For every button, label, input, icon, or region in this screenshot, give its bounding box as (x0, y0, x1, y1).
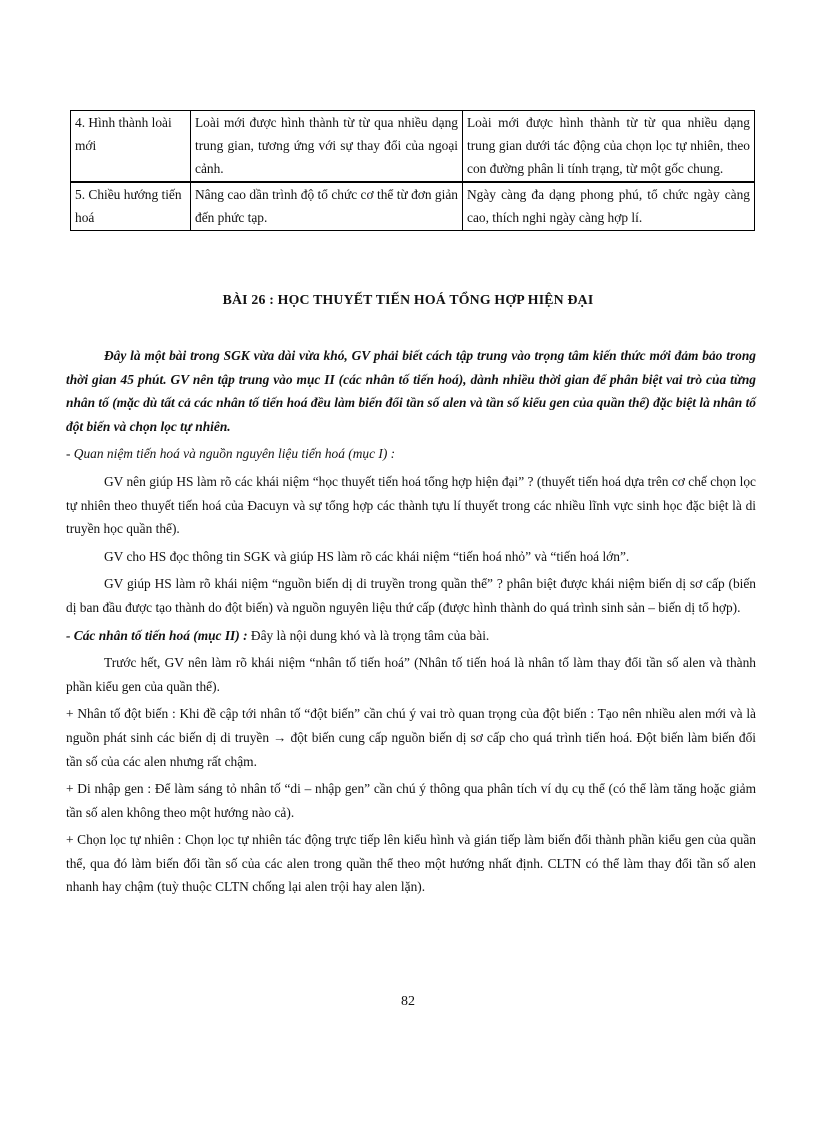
table-row (71, 182, 755, 231)
table-row (71, 111, 755, 183)
paragraph: GV giúp HS làm rõ khái niệm “nguồn biến dị di truyền trong quần thể” ? phân biệt được khái niệm biến dị sơ cấp (biến dị ban đầu được tạo thành do đột biến) và nguồn nguyên liệu thứ cấp (được hình thành do quá trình sinh sản – biến dị tổ hợp). (66, 576, 756, 615)
paragraph: + Di nhập gen : Để làm sáng tỏ nhân tố “di – nhập gen” cần chú ý thông qua phân tích ví dụ cụ thể (có thể làm tăng hoặc giảm tần số alen không theo một hướng nào cả). (66, 781, 756, 820)
paragraph: + Nhân tố đột biến : Khi đề cập tới nhân tố “đột biến” cần chú ý vai trò quan trọng của đột biến : Tạo nên nhiều alen mới và là nguồn phát sinh các biến dị di truyền → đột biến cung cấp nguồn biến dị sơ cấp cho quá trình tiến hoá. Đột biến làm biến đổi tần số của các alen nhưng rất chậm. (66, 706, 756, 769)
table-cell-darwin: Ngày càng đa dạng phong phú, tổ chức ngày càng cao, thích nghi ngày càng hợp lí. (463, 182, 755, 231)
paragraph: + Chọn lọc tự nhiên : Chọn lọc tự nhiên tác động trực tiếp lên kiểu hình và gián tiếp làm biến đổi thành phần kiểu gen của quần thể, qua đó làm biến đổi tần số của các alen trong quần thể theo một hướng nhất định. CLTN có thể làm thay đổi tần số alen nhanh hay chậm (tuỳ thuộc CLTN chống lại alen trội hay alen lặn). (66, 832, 756, 895)
paragraph: GV nên giúp HS làm rõ các khái niệm “học thuyết tiến hoá tổng hợp hiện đại” ? (thuyết tiến hoá dựa trên cơ chế chọn lọc tự nhiên theo thuyết tiến hoá của Đacuyn và sự tổng hợp các thành tựu lí thuyết trong các nhiều lĩnh vực sinh học đặc biệt là di truyền học quần thể). (66, 473, 756, 537)
table-cell-darwin: Loài mới được hình thành từ từ qua nhiều dạng trung gian dưới tác động của chọn lọc tự nhiên, theo con đường phân li tính trạng, từ một gốc chung. (463, 111, 755, 183)
lesson-body (66, 344, 756, 903)
section-heading-line (66, 624, 756, 648)
intro-paragraph: Đây là một bài trong SGK vừa dài vừa khó, GV phải biết cách tập trung vào trọng tâm kiến thức mới đảm bảo trong thời gian 45 phút. GV nên tập trung vào mục II (các nhân tố tiến hoá), dành nhiều thời gian để phân biệt vai trò của từng nhân tố (mặc dù tất cả các nhân tố tiến hoá đều làm biến đổi tần số alen và tần số kiểu gen của quần thể) đặc biệt là nhân tố đột biến và chọn lọc tự nhiên. (66, 348, 756, 434)
table-cell-lamarck: Nâng cao dần trình độ tổ chức cơ thể từ đơn giản đến phức tạp. (191, 182, 463, 231)
paragraph: GV cho HS đọc thông tin SGK và giúp HS làm rõ các khái niệm “tiến hoá nhỏ” và “tiến hoá lớn”. (104, 548, 630, 564)
table-cell-lamarck: Loài mới được hình thành từ từ qua nhiều dạng trung gian, tương ứng với sự thay đổi của ngoại cảnh. (191, 111, 463, 183)
comparison-table (70, 110, 755, 231)
page-number: 82 (401, 994, 415, 1009)
table-cell-criterion: 4. Hình thành loài mới (71, 111, 191, 183)
section-heading: - Các nhân tố tiến hoá (mục II) : (66, 627, 248, 643)
section-heading-rest: Đây là nội dung khó và là trọng tâm của bài. (247, 627, 490, 643)
section-heading: - Quan niệm tiến hoá và nguồn nguyên liệu tiến hoá (mục I) : (66, 446, 396, 462)
table-cell-criterion: 5. Chiều hướng tiến hoá (71, 182, 191, 231)
lesson-title: BÀI 26 : HỌC THUYẾT TIẾN HOÁ TỔNG HỢP HIỆN ĐẠI (222, 292, 594, 307)
paragraph: Trước hết, GV nên làm rõ khái niệm “nhân tố tiến hoá” (Nhân tố tiến hoá là nhân tố làm thay đổi tần số alen và thành phần kiểu gen của quần thể). (66, 655, 756, 694)
